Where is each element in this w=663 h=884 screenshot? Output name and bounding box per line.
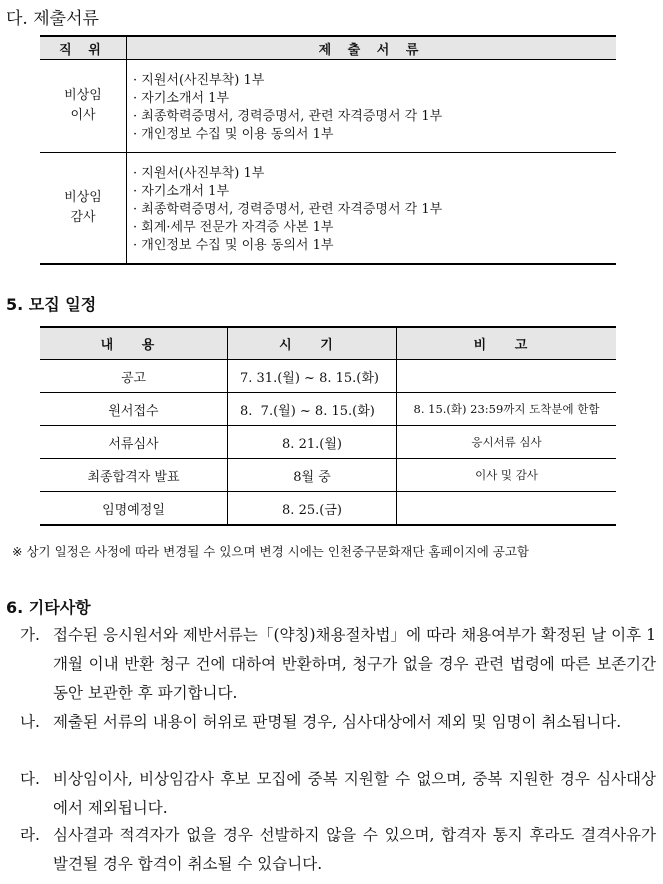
schedule-item: 최종합격자 발표 [40,459,228,492]
table-header-row [40,327,616,360]
header-remark: 비 고 [397,327,617,360]
item-marker: 나. [20,713,40,731]
table-row [40,393,616,426]
document-item: · 최종학력증명서, 경력증명서, 관련 자격증명서 각 1부 [133,202,443,217]
section-title-schedule: 5. 모집 일정 [6,295,97,314]
schedule-note: ※ 상기 일정은 사정에 따라 변경될 수 있으며 변경 시에는 인천중구문화재단 홈페이지에 공고함 [12,544,530,559]
schedule-period: 8. 7.(월) ~ 8. 15.(화) [228,393,397,426]
schedule-item: 공고 [40,360,228,393]
documents-table [40,35,616,265]
header-documents: 제 출 서 류 [127,36,617,60]
position-line: 감사 [70,210,96,225]
schedule-item: 임명예정일 [40,492,228,526]
position-line: 이사 [70,108,96,123]
document-item: · 지원서(사진부착) 1부 [133,166,265,181]
schedule-remark [397,360,617,393]
schedule-item: 원서접수 [40,393,228,426]
document-item: · 회계·세무 전문가 자격증 사본 1부 [133,220,334,235]
position-line: 비상임 [64,190,102,205]
document-item: · 개인정보 수집 및 이용 동의서 1부 [133,127,334,142]
schedule-period: 8. 25.(금) [228,492,397,526]
position-line: 비상임 [64,88,102,103]
documents-cell [127,60,617,153]
item-marker: 라. [20,826,40,844]
position-cell [40,153,127,265]
item-text: 접수된 응시원서와 제반서류는「(약칭)채용절차법」에 따라 채용여부가 확정된 날 이후 1개월 이내 반환 청구 건에 대하여 반환하며, 청구가 없을 경우 관련 법령에 따른 보존기간 동안 보관한 후 파기합니다. [53,626,656,702]
document-item: · 지원서(사진부착) 1부 [133,73,265,88]
schedule-remark: 응시서류 심사 [397,426,617,459]
document-item: · 자기소개서 1부 [133,184,230,199]
schedule-item: 서류심사 [40,426,228,459]
document-item: · 개인정보 수집 및 이용 동의서 1부 [133,238,334,253]
section-title-documents: 다. 제출서류 [6,9,99,29]
schedule-period: 7. 31.(월) ~ 8. 15.(화) [228,360,397,393]
table-row [40,360,616,393]
table-row [40,492,616,526]
document-item: · 자기소개서 1부 [133,91,230,106]
documents-cell [127,153,617,265]
list-item [20,621,656,708]
schedule-remark: 8. 15.(화) 23:59까지 도착분에 한함 [397,393,617,426]
item-text: 비상임이사, 비상임감사 후보 모집에 중복 지원할 수 없으며, 중복 지원한 경우 심사대상에서 제외됩니다. [53,770,656,817]
document-item: · 최종학력증명서, 경력증명서, 관련 자격증명서 각 1부 [133,109,443,124]
item-text: 심사결과 적격자가 없을 경우 선발하지 않을 수 있으며, 합격자 통지 후라도 결격사유가 발견될 경우 합격이 취소될 수 있습니다. [53,826,656,873]
item-marker: 가. [20,626,40,644]
schedule-remark: 이사 및 감사 [397,459,617,492]
table-row [40,153,616,265]
table-row [40,426,616,459]
list-item [20,708,656,737]
header-period: 시 기 [228,327,397,360]
section-title-etc: 6. 기타사항 [6,598,91,617]
schedule-period: 8. 21.(월) [228,426,397,459]
position-cell [40,60,127,153]
header-position: 직 위 [40,36,127,60]
schedule-remark [397,492,617,526]
table-row [40,60,616,153]
table-row [40,459,616,492]
list-item [20,765,656,823]
item-text: 제출된 서류의 내용이 허위로 판명될 경우, 심사대상에서 제외 및 임명이 취소됩니다. [53,713,622,731]
schedule-table [40,326,616,526]
list-item [20,821,656,879]
item-marker: 다. [20,770,40,788]
header-content: 내 용 [40,327,228,360]
schedule-period: 8월 중 [228,459,397,492]
table-header-row [40,36,616,60]
